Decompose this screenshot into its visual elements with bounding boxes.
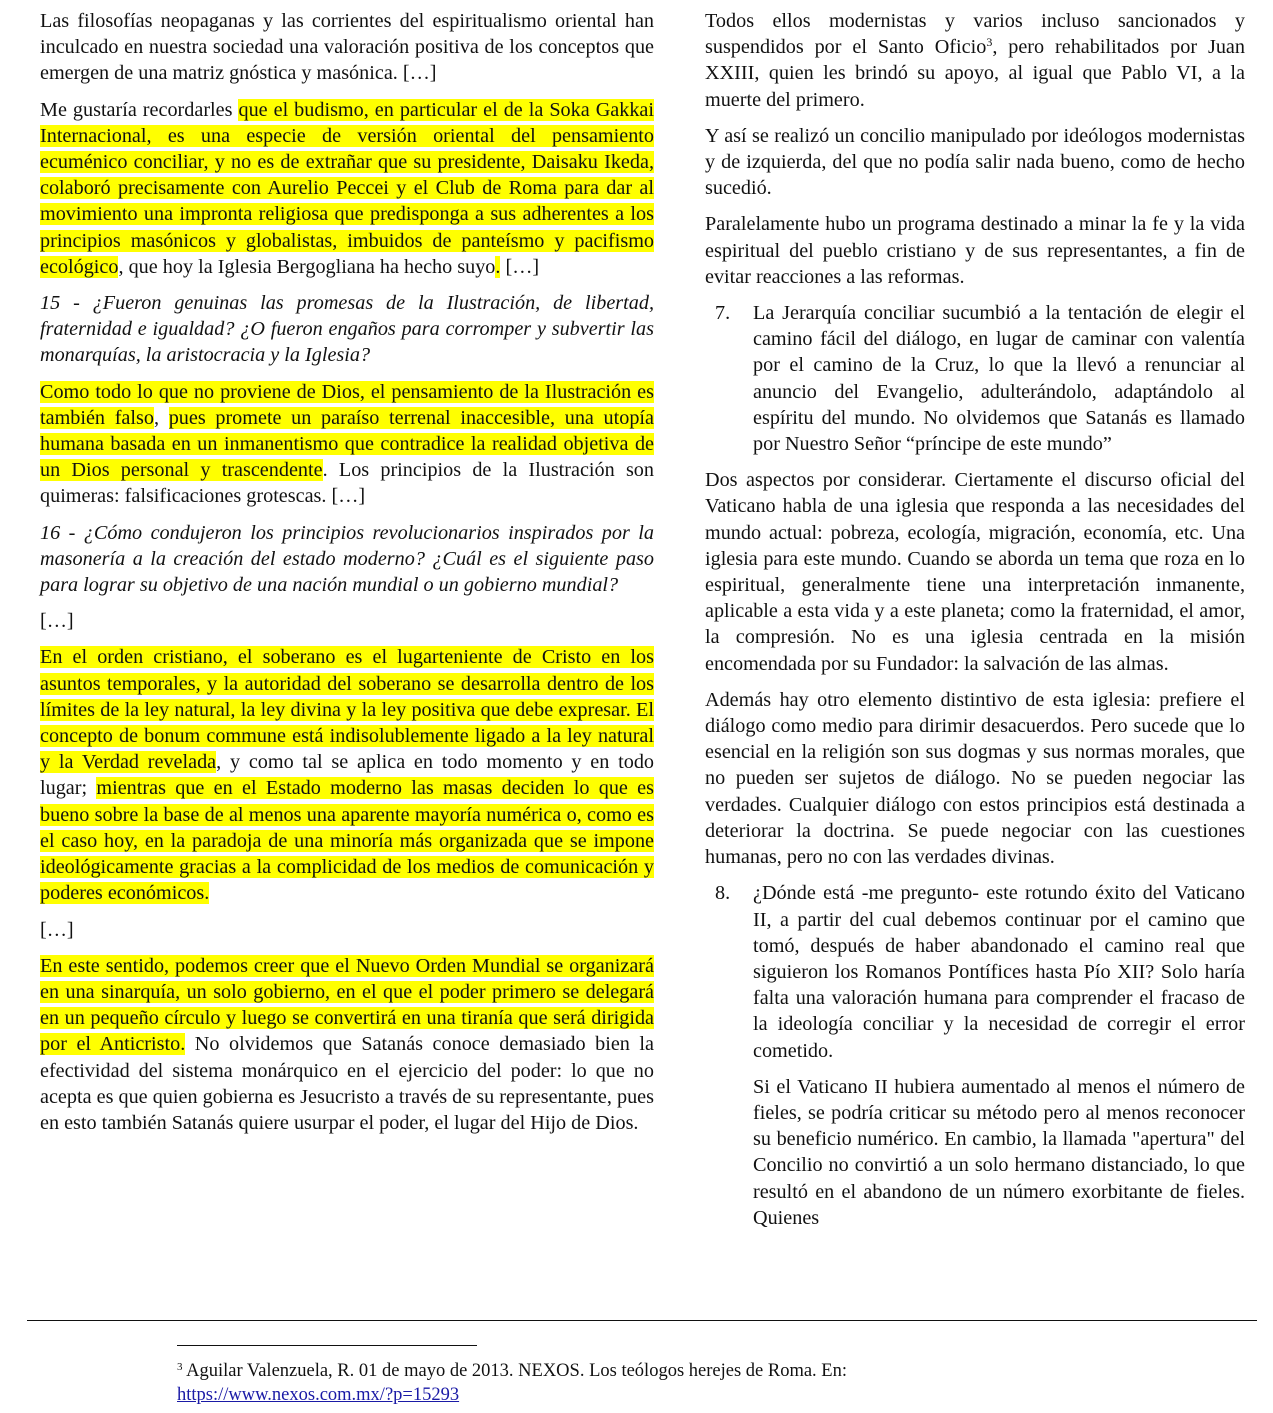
footnote-ref-3[interactable]: 3 <box>986 35 993 50</box>
ellipsis-2: […] <box>40 918 74 941</box>
highlight-budismo: que el budismo, en particular el de la Soka Gakkai Internacional, es una especie de versión oriental del pensamiento ecuménico conciliar, y no es de extrañar que su presidente, Daisaku Ikeda, colaboró precisamente con Aurelio Peccei y el Club de Roma para dar al movimiento una impronta religiosa que predisponga a sus adherentes a los principios masónicos y globalistas, imbuidos de panteísmo y pacifismo ecológico <box>40 98 654 278</box>
paragraph-orden-cristiano: En el orden cristiano, el soberano es el lugarteniente de Cristo en los asuntos temporales, y la autoridad del soberano se desarrolla dentro de los límites de la ley natural, la ley divina y la ley positiva que debe expresar. El concepto de bonum commune está indisolublemente ligado a la ley natural y la Verdad revelada, y como tal se aplica en todo momento y en todo lugar; mientras que en el Estado moderno las masas deciden lo que es bueno sobre la base de al menos una aparente mayoría numérica o, como es el caso hoy, en la paradoja de una minoría más organizada que se impone ideológicamente gracias a la complicidad de los medios de comunicación y poderes económicos. <box>40 646 655 905</box>
highlight-nuevo-orden: En este sentido, podemos creer que el Nuevo Orden Mundial se organizará en una sinarquía, un solo gobierno, en el que el poder primero se delegará en un pequeño círculo y luego se convertirá en una tiranía que será dirigida por el Anticristo. <box>40 954 654 1056</box>
paragraph-dos-aspectos: Dos aspectos por considerar. Ciertamente el discurso oficial del Vaticano habla de una iglesia que responda a las necesidades del mundo actual: pobreza, ecología, migración, economía, etc. Una iglesia para este mundo. Cuando se aborda un tema que roza en lo espiritual, generalmente tiene una interpretación inmanente, aplicable a esta vida y a este planeta; como la fraternidad, el amor, la compresión. No es una iglesia centrada en la misión encomendada por su Fundador: la salvación de las almas. <box>705 469 1245 675</box>
right-column <box>705 8 1245 1241</box>
highlight-ilustracion-1: Como todo lo que no proviene de Dios, el pensamiento de la Ilustración es también falso <box>40 380 654 429</box>
paragraph-vaticano-ii: Si el Vaticano II hubiera aumentado al menos el número de fieles, se podría criticar su método pero al menos reconocer su beneficio numérico. En cambio, la llamada "apertura" del Concilio no convirtió a un solo hermano distanciado, lo que resultó en el abandono de un número exorbitante de fieles. Quienes <box>753 1075 1245 1229</box>
paragraph-filosofias: Las filosofías neopaganas y las corrientes del espiritualismo oriental han inculcado en nuestra sociedad una valoración positiva de los conceptos que emergen de una matriz gnóstica y masónica. […] <box>40 10 654 85</box>
highlight-orden-cristiano-2: mientras que en el Estado moderno las masas deciden lo que es bueno sobre la base de al menos una aparente mayoría numérica o, como es el caso hoy, en la paradoja de una minoría más organizada que se impone ideológicamente gracias a la complicidad de los medios de comunicación y poderes económicos. <box>40 777 654 905</box>
paragraph-dialogo: Además hay otro elemento distintivo de esta iglesia: prefiere el diálogo como medio para dirimir desacuerdos. Pero sucede que lo esencial en la religión son sus dogmas y sus normas morales, que no pueden ser sujetos de diálogo. No se pueden negociar las verdades. Cualquier diálogo con estos principios está destinada a deteriorar la doctrina. Se puede negociar con las cuestiones humanas, pero no con las verdades divinas. <box>705 688 1245 869</box>
footnote-separator <box>177 1345 477 1346</box>
highlight-ilustracion-2: pues promete un paraíso terrenal inaccesible, una utopía humana basada en un inmanentismo que contradice la realidad objetiva de un Dios personal y trascendente <box>40 406 655 482</box>
footnote-3 <box>177 1359 1077 1407</box>
highlight-orden-cristiano-1: En el orden cristiano, el soberano es el lugarteniente de Cristo en los asuntos temporales, y la autoridad del soberano se desarrolla dentro de los límites de la ley natural, la ley divina y la ley positiva que debe expresar. El concepto de bonum commune está indisolublemente ligado a la ley natural y la Verdad revelada <box>40 646 654 774</box>
paragraph-programa: Paralelamente hubo un programa destinado a minar la fe y la vida espiritual del pueblo cristiano y de sus representantes, a fin de evitar reacciones a las reformas. <box>705 213 1245 288</box>
paragraph-nuevo-orden: En este sentido, podemos creer que el Nuevo Orden Mundial se organizará en una sinarquía, un solo gobierno, en el que el poder primero se delegará en un pequeño círculo y luego se convertirá en una tiranía que será dirigida por el Anticristo. No olvidemos que Satanás conoce demasiado bien la efectividad del sistema monárquico en el ejercicio del poder: lo que no acepta es que quien gobierna es Jesucristo a través de su representante, pues en esto también Satanás quiere usurpar el poder, el lugar del Hijo de Dios. <box>40 954 655 1134</box>
ellipsis-1: […] <box>40 610 74 633</box>
list-number-8: 8. <box>715 882 731 905</box>
paragraph-modernistas: Todos ellos modernistas y varios incluso sancionados y suspendidos por el Santo Oficio$^3$, pero rehabilitados por Juan XXIII, quien les brindó su apoyo, al igual que Pablo VI, a la muerte del primero. <box>705 10 1245 111</box>
list-number-7: 7. <box>715 302 731 325</box>
paragraph-concilio: Y así se realizó un concilio manipulado por ideólogos modernistas y de izquierda, del que no podía salir nada bueno, como de hecho sucedió. <box>705 124 1245 200</box>
paragraph-ilustracion: Como todo lo que no proviene de Dios, el pensamiento de la Ilustración es también falso, pues promete un paraíso terrenal inaccesible, una utopía humana basada en un inmanentismo que contradice la realidad objetiva de un Dios personal y trascendente. Los principios de la Ilustración son quimeras: falsificaciones grotescas. […] <box>40 380 655 508</box>
list-item-8: 8. ¿Dónde está -me pregunto- este rotundo éxito del Vaticano II, a partir del cual debemos continuar por el camino que tomó, después de haber abandonado el camino real que siguieron los Romanos Pontífices hasta Pío XII? Solo haría falta una valoración humana para comprender el fracaso de la ideología conciliar y la necesidad de corregir el error cometido. <box>715 882 1245 1062</box>
footnote-text: $^3$ Aguilar Valenzuela, R. 01 de mayo de 2013. NEXOS. Los teólogos herejes de Roma. En: <box>177 1361 848 1381</box>
list-item-7: 7. La Jerarquía conciliar sucumbió a la tentación de elegir el camino fácil del diálogo, en lugar de caminar con valentía por el camino de la Cruz, lo que la llevó a renunciar al anuncio del Evangelio, adulterándolo, adaptándolo al espíritu del mundo. No olvidemos que Satanás es llamado por Nuestro Señor “príncipe de este mundo” <box>715 302 1245 456</box>
paragraph-budismo: Me gustaría recordarles que el budismo, en particular el de la Soka Gakkai Internacional, es una especie de versión oriental del pensamiento ecuménico conciliar, y no es de extrañar que su presidente, Daisaku Ikeda, colaboró precisamente con Aurelio Peccei y el Club de Roma para dar al movimiento una impronta religiosa que predisponga a sus adherentes a los principios masónicos y globalistas, imbuidos de panteísmo y pacifismo ecológico, que hoy la Iglesia Bergogliana ha hecho suyo. […] <box>40 98 654 278</box>
question-15: 15 - ¿Fueron genuinas las promesas de la Ilustración, de libertad, fraternidad e igualdad? ¿O fueron engaños para corromper y subvertir las monarquías, la aristocracia y la Iglesia? <box>40 292 654 367</box>
page-bottom-rule <box>27 1320 1257 1321</box>
question-16: 16 - ¿Cómo condujeron los principios revolucionarios inspirados por la masonería a la creación del estado moderno? ¿Cuál es el siguiente paso para lograr su objetivo de una nación mundial o un gobierno mundial? <box>40 521 654 597</box>
footnote-link[interactable]: https://www.nexos.com.mx/?p=15293 <box>177 1385 460 1405</box>
left-column <box>40 8 654 1146</box>
